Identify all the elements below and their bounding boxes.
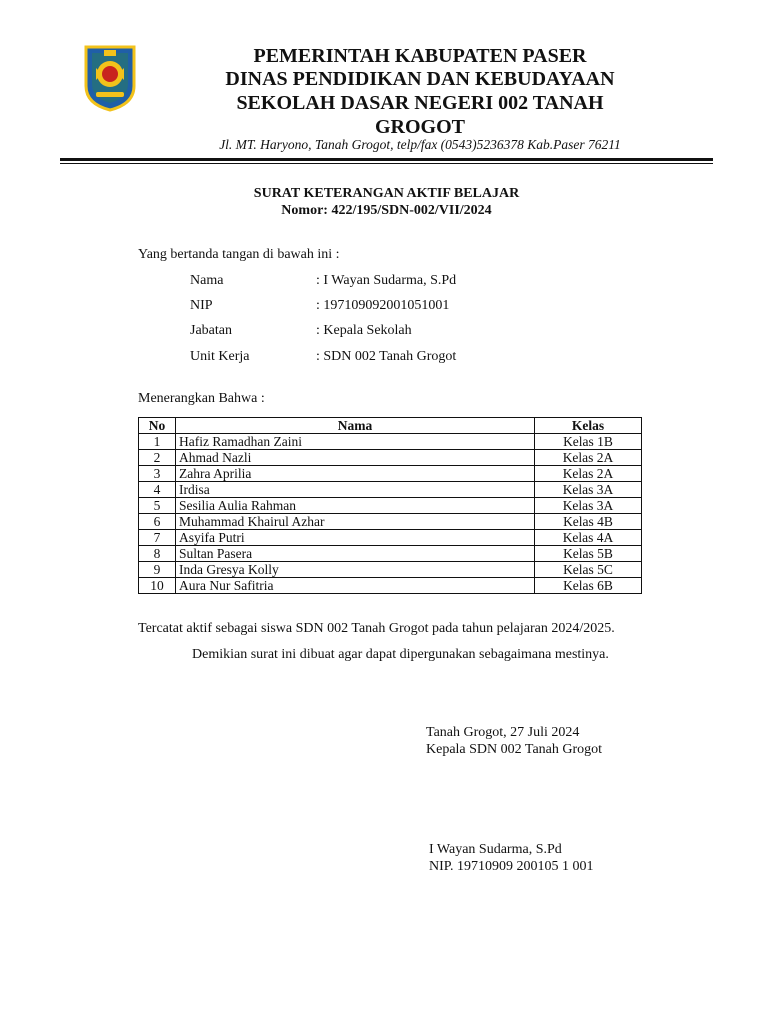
intro-text: Yang bertanda tangan di bawah ini : <box>138 247 340 262</box>
letterhead-line-1: PEMERINTAH KABUPATEN PASER <box>253 45 587 67</box>
cell-kelas: Kelas 2A <box>535 450 642 466</box>
table-row <box>139 578 642 594</box>
cell-no: 6 <box>139 514 176 530</box>
table-row <box>139 482 642 498</box>
header-kelas: Kelas <box>535 418 642 434</box>
field-label-jabatan: Jabatan <box>190 323 232 338</box>
statement-text: Tercatat aktif sebagai siswa SDN 002 Tanah Grogot pada tahun pelajaran 2024/2025. <box>138 621 615 636</box>
field-label-nama: Nama <box>190 273 224 288</box>
cell-no: 8 <box>139 546 176 562</box>
cell-no: 7 <box>139 530 176 546</box>
cell-no: 3 <box>139 466 176 482</box>
cell-kelas: Kelas 4A <box>535 530 642 546</box>
cell-nama: Sesilia Aulia Rahman <box>176 498 535 514</box>
cell-nama: Aura Nur Safitria <box>176 578 535 594</box>
cell-no: 1 <box>139 434 176 450</box>
table-row <box>139 546 642 562</box>
cell-no: 9 <box>139 562 176 578</box>
signature-name: I Wayan Sudarma, S.Pd <box>429 842 562 857</box>
document-number: Nomor: 422/195/SDN-002/VII/2024 <box>281 203 492 218</box>
field-value-nip: : 197109092001051001 <box>316 298 450 313</box>
cell-nama: Irdisa <box>176 482 535 498</box>
field-value-nama: : I Wayan Sudarma, S.Pd <box>316 273 457 288</box>
field-label-unit-kerja: Unit Kerja <box>190 349 250 364</box>
table-row <box>139 514 642 530</box>
cell-kelas: Kelas 5B <box>535 546 642 562</box>
cell-kelas: Kelas 2A <box>535 466 642 482</box>
signature-position: Kepala SDN 002 Tanah Grogot <box>426 742 603 757</box>
cell-kelas: Kelas 3A <box>535 498 642 514</box>
cell-no: 2 <box>139 450 176 466</box>
field-label-nip: NIP <box>190 298 213 313</box>
cell-nama: Inda Gresya Kolly <box>176 562 535 578</box>
cell-no: 10 <box>139 578 176 594</box>
table-row <box>139 434 642 450</box>
field-value-jabatan: : Kepala Sekolah <box>316 323 412 338</box>
cell-no: 5 <box>139 498 176 514</box>
table-row <box>139 530 642 546</box>
cell-no: 4 <box>139 482 176 498</box>
table-row <box>139 466 642 482</box>
table-row <box>139 562 642 578</box>
cell-kelas: Kelas 5C <box>535 562 642 578</box>
signature-place-date: Tanah Grogot, 27 Juli 2024 <box>426 725 580 740</box>
letterhead-line-3: SEKOLAH DASAR NEGERI 002 TANAH <box>236 92 604 114</box>
cell-kelas: Kelas 3A <box>535 482 642 498</box>
cell-nama: Sultan Pasera <box>176 546 535 562</box>
closing-text: Demikian surat ini dibuat agar dapat dipergunakan sebagaimana mestinya. <box>192 647 609 662</box>
letterhead-divider-thin <box>60 163 713 164</box>
letterhead-line-4: GROGOT <box>374 116 465 138</box>
regency-emblem-icon <box>82 44 138 112</box>
letterhead-divider <box>60 158 713 161</box>
cell-nama: Hafiz Ramadhan Zaini <box>176 434 535 450</box>
cell-kelas: Kelas 6B <box>535 578 642 594</box>
cell-nama: Ahmad Nazli <box>176 450 535 466</box>
table-row <box>139 498 642 514</box>
header-no: No <box>139 418 176 434</box>
students-table <box>138 417 642 594</box>
document-title: SURAT KETERANGAN AKTIF BELAJAR <box>253 186 520 201</box>
cell-nama: Zahra Aprilia <box>176 466 535 482</box>
header-nama: Nama <box>176 418 535 434</box>
explains-text: Menerangkan Bahwa : <box>138 391 265 406</box>
cell-kelas: Kelas 1B <box>535 434 642 450</box>
signature-nip: NIP. 19710909 200105 1 001 <box>429 859 594 874</box>
table-header-row <box>139 418 642 434</box>
cell-kelas: Kelas 4B <box>535 514 642 530</box>
cell-nama: Asyifa Putri <box>176 530 535 546</box>
letterhead-address: Jl. MT. Haryono, Tanah Grogot, telp/fax (0543)5236378 Kab.Paser 76211 <box>219 137 621 152</box>
field-value-unit-kerja: : SDN 002 Tanah Grogot <box>316 349 457 364</box>
table-row <box>139 450 642 466</box>
letterhead-line-2: DINAS PENDIDIKAN DAN KEBUDAYAAN <box>225 68 615 90</box>
cell-nama: Muhammad Khairul Azhar <box>176 514 535 530</box>
